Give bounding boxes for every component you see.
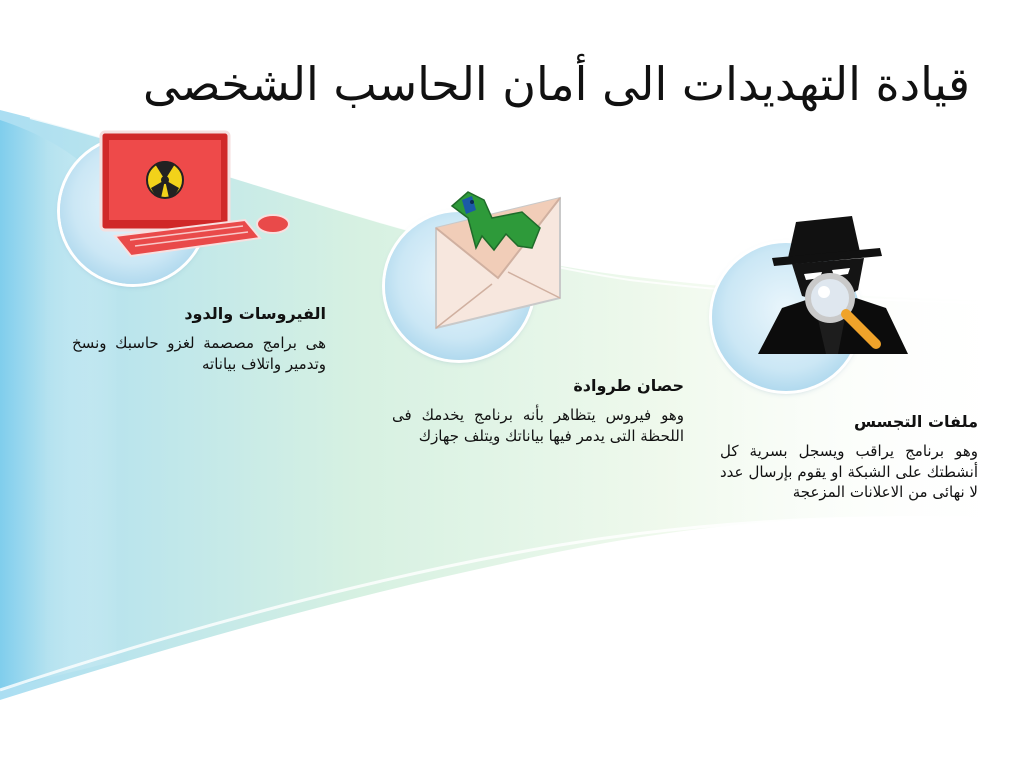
item-trojan [392, 376, 684, 446]
item-heading: حصان طروادة [573, 376, 684, 395]
item-body: وهو فيروس يتظاهر بأنه برنامج يخدمك فى اللحظة التى يدمر فيها بياناتك ويتلف جهازك [392, 406, 684, 445]
item-viruses [72, 304, 326, 374]
computer-radiation-icon [95, 128, 295, 262]
item-heading: ملفات التجسس [853, 412, 978, 431]
spy-magnifier-icon [752, 212, 914, 366]
item-body: وهو برنامج يراقب ويسجل بسرية كل أنشطتك على الشبكة او يقوم بإرسال عدد لا نهائى من الاعلانات المزعجة [720, 442, 978, 502]
item-spyware [720, 412, 978, 503]
trojan-horse-envelope-icon [432, 188, 564, 334]
slide-title: قيادة التهديدات الى أمان الحاسب الشخصى [143, 57, 970, 111]
item-body: هى برامج مصصمة لغزو حاسبك ونسخ وتدمير واتلاف بياناته [72, 334, 326, 373]
item-heading: الفيروسات والدود [184, 304, 326, 323]
